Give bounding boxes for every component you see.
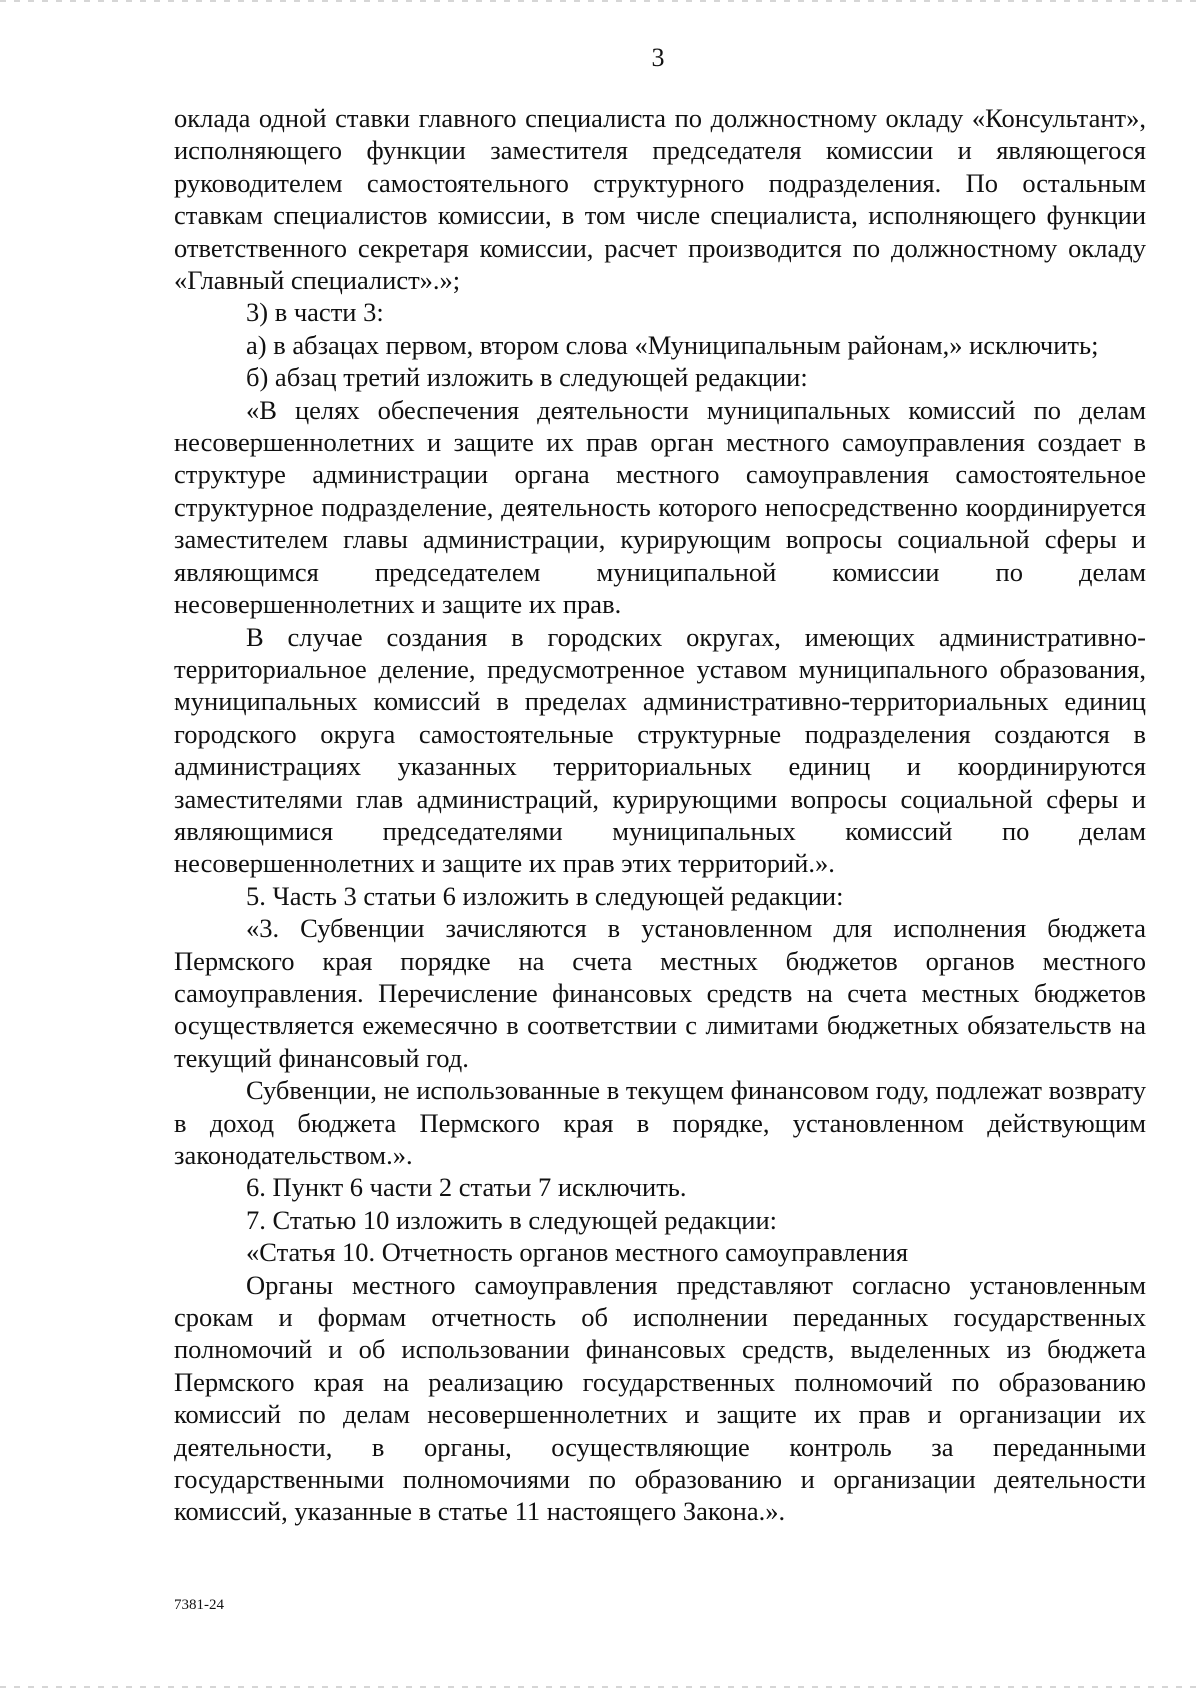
document-body — [174, 102, 1146, 1528]
paragraph: Органы местного самоуправления представляют согласно установленным срокам и формам отчетность об исполнении переданных государственных полномочий и об использовании финансовых средств, выделенных из бюджета Пермского края на реализацию государственных полномочий по образованию комиссий по делам несовершеннолетних и защите их прав и организации их деятельности, в органы, осуществляющие контроль за переданными государственными полномочиями по образованию и организации деятельности комиссий, указанные в статье 11 настоящего Закона.». — [174, 1269, 1146, 1527]
paragraph: 6. Пункт 6 части 2 статьи 7 исключить. — [246, 1172, 687, 1203]
document-code: 7381-24 — [174, 1597, 224, 1613]
paragraph: 5. Часть 3 статьи 6 изложить в следующей редакции: — [246, 880, 844, 911]
paragraph: В случае создания в городских округах, имеющих административно-территориальное деление, предусмотренное уставом муниципального образования, муниципальных комиссий в пределах административно-территориальных единиц городского округа самостоятельные структурные подразделения создаются в администрациях указанных территориальных единиц и координируются заместителями глав администраций, курирующими вопросы социальной сферы и являющимися председателями муниципальных комиссий по делам несовершеннолетних и защите их прав этих территорий.». — [174, 621, 1146, 879]
scan-top-edge — [0, 0, 1200, 2]
scan-bottom-edge — [0, 1686, 1200, 1688]
paragraph: а) в абзацах первом, втором слова «Муниципальным районам,» исключить; — [246, 329, 1099, 360]
paragraph: «В целях обеспечения деятельности муниципальных комиссий по делам несовершеннолетних и защите их прав орган местного самоуправления создает в структуре администрации органа местного самоуправления самостоятельное структурное подразделение, деятельность которого непосредственно координируется заместителем главы администрации, курирующим вопросы социальной сферы и являющимся председателем муниципальной комиссии по делам несовершеннолетних и защите их прав. — [174, 394, 1146, 620]
page-number: 3 — [651, 43, 665, 72]
paragraph: «3. Субвенции зачисляются в установленном для исполнения бюджета Пермского края порядке на счета местных бюджетов органов местного самоуправления. Перечисление финансовых средств на счета местных бюджетов осуществляется ежемесячно в соответствии с лимитами бюджетных обязательств на текущий финансовый год. — [174, 913, 1146, 1073]
paragraph: Субвенции, не использованные в текущем финансовом году, подлежат возврату в доход бюджета Пермского края в порядке, установленном действующим законодательством.». — [174, 1075, 1146, 1170]
paragraph: 3) в части 3: — [246, 297, 384, 328]
paragraph: 7. Статью 10 изложить в следующей редакции: — [246, 1204, 777, 1235]
paragraph: «Статья 10. Отчетность органов местного самоуправления — [246, 1237, 909, 1268]
paragraph: оклада одной ставки главного специалиста по должностному окладу «Консультант», исполняющего функции заместителя председателя комиссии и являющегося руководителем самостоятельного структурного подразделения. По остальным ставкам специалистов комиссии, в том числе специалиста, исполняющего функции ответственного секретаря комиссии, расчет производится по должностному окладу «Главный специалист».»; — [174, 103, 1146, 296]
paragraph: б) абзац третий изложить в следующей редакции: — [246, 362, 808, 393]
